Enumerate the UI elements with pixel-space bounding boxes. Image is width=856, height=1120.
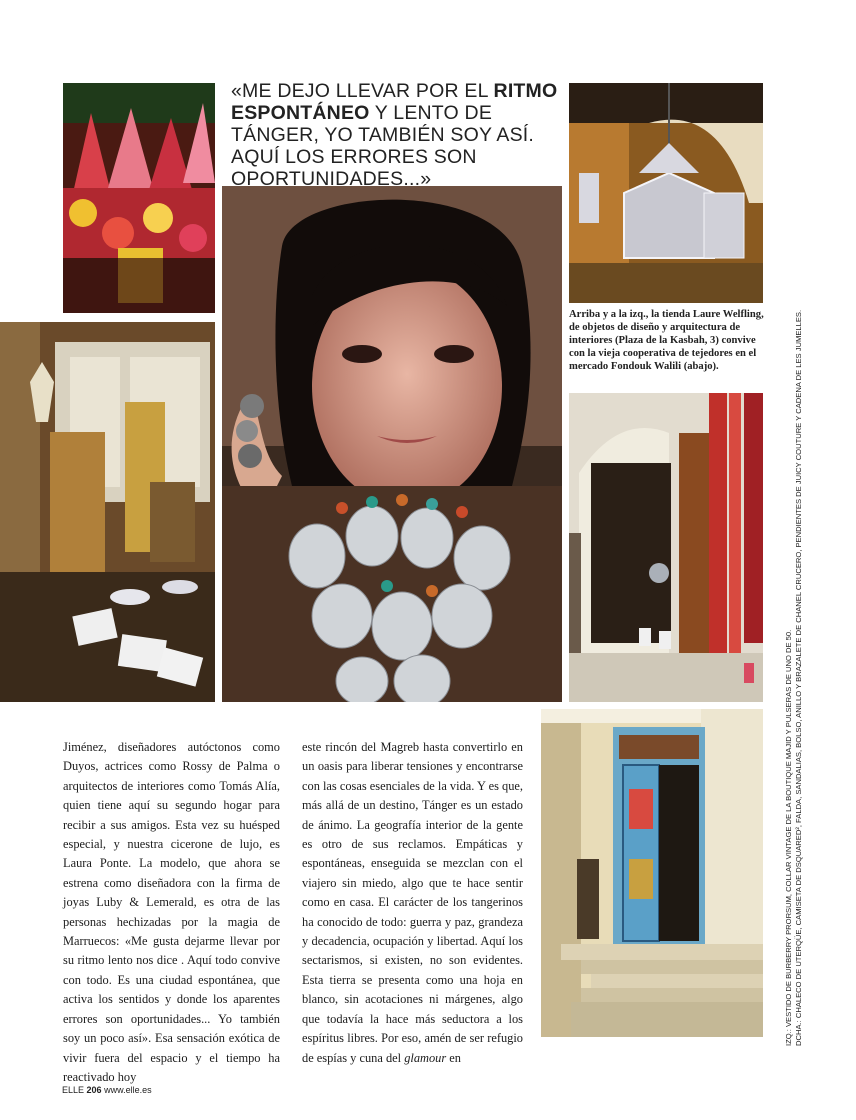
photo-portrait: [222, 186, 562, 702]
pull-quote-rest: Y LENTO DE TÁNGER, YO TAMBIÉN SOY ASÍ. AQUÍ LOS ERRORES SON OPORTUNIDADES...»: [231, 102, 535, 190]
pull-quote-highlight-2: ESPONTÁNEO: [231, 102, 370, 124]
folio-page-number: 206: [86, 1085, 102, 1095]
body-column-1: Jiménez, diseñadores autóctonos como Duyos, actrices como Rossy de Palma o arquitectos de interiores como Tomás Alía, quien tiene aquí su segundo hogar para recibir a sus amigos. Esta vez su huésped especial, y nuestra cicerone de lujo, es Laura Ponte. La modelo, que ahora se estrena como diseñadora con la firma de joyas Luby & Lemerald, es otra de las personas hechizadas por la magia de Marruecos: «Me gusta dejarme llevar por su ritmo lento nos dice . Aquí todo convive con todo. Es una ciudad espontánea, que activa los sentidos y donde los aparentes errores son oportunidades... Yo también soy un poco así». Esa sensación exótica de vivir fuera del espacio y el tiempo ha reactivado hoy: [63, 740, 280, 1084]
pull-quote-highlight-1: RITMO: [493, 80, 558, 102]
photo-caption: Arriba y a la izq., la tienda Laure Welfling, de objetos de diseño y arquitectura de interiores (Plaza de la Kasbah, 3) convive con la vieja cooperativa de tejedores en el mercado Fondouk Walili (abajo).: [569, 309, 764, 372]
fashion-credits-right: DCHA.: CHALECO DE UTERQÜE, CAMISETA DE DSQUARED², FALDA, SANDALIAS, BOLSO, ANILLO Y BRAZALETE DE CHANEL CRUCERO, PENDIENTES DE JUICY COUTURE Y CADENA DE LES JUMELLES.: [794, 309, 803, 1046]
fashion-credits-left: IZQ.: VESTIDO DE BURBERRY PRORSUM, COLLAR VINTAGE DE LA BOUTIQUE MAJID Y PULSERAS DE UNO DE 50.: [784, 629, 793, 1046]
photo-blue-door: [541, 709, 763, 1037]
pull-quote: [231, 80, 561, 190]
fashion-credits: [784, 306, 814, 1046]
folio-brand: ELLE: [62, 1085, 85, 1095]
body-column-2-text: este rincón del Magreb hasta convertirlo en un oasis para liberar tensiones y encontrarse con las cosas esenciales de la vida. Y es que, más allá de un destino, Tánger es un estado de ánimo. La geografía interior de la gente es otro de sus reclamos. Empáticas y espontáneas, enseguida se mezclan con el viajero sin miedo, algo que te hace sentir como en casa. El carácter de los tangerinos ha conocido de todo: guerra y paz, grandeza y decadencia, ocupación y libertad. Aquí los sectarismos, si existen, no son evidentes. Esta tierra se presenta como una hoja en blanco, sin acotaciones ni márgenes, algo que todavía la hace más seductora a los espíritus libres. Por eso, amén de ser refugio de espías y cuna del: [302, 740, 523, 1065]
photo-weavers-market: [569, 393, 763, 702]
photo-flower-market: [63, 83, 215, 313]
body-column-2-end: en: [446, 1050, 461, 1065]
photo-chandelier: [569, 83, 763, 303]
photo-shop-interior: [0, 322, 215, 702]
page-folio: [62, 1085, 152, 1095]
body-column-2: [302, 738, 523, 1068]
pull-quote-open: «ME DEJO LLEVAR POR EL: [231, 80, 494, 102]
folio-url: www.elle.es: [104, 1085, 152, 1095]
body-column-2-emphasis: glamour: [404, 1050, 447, 1065]
